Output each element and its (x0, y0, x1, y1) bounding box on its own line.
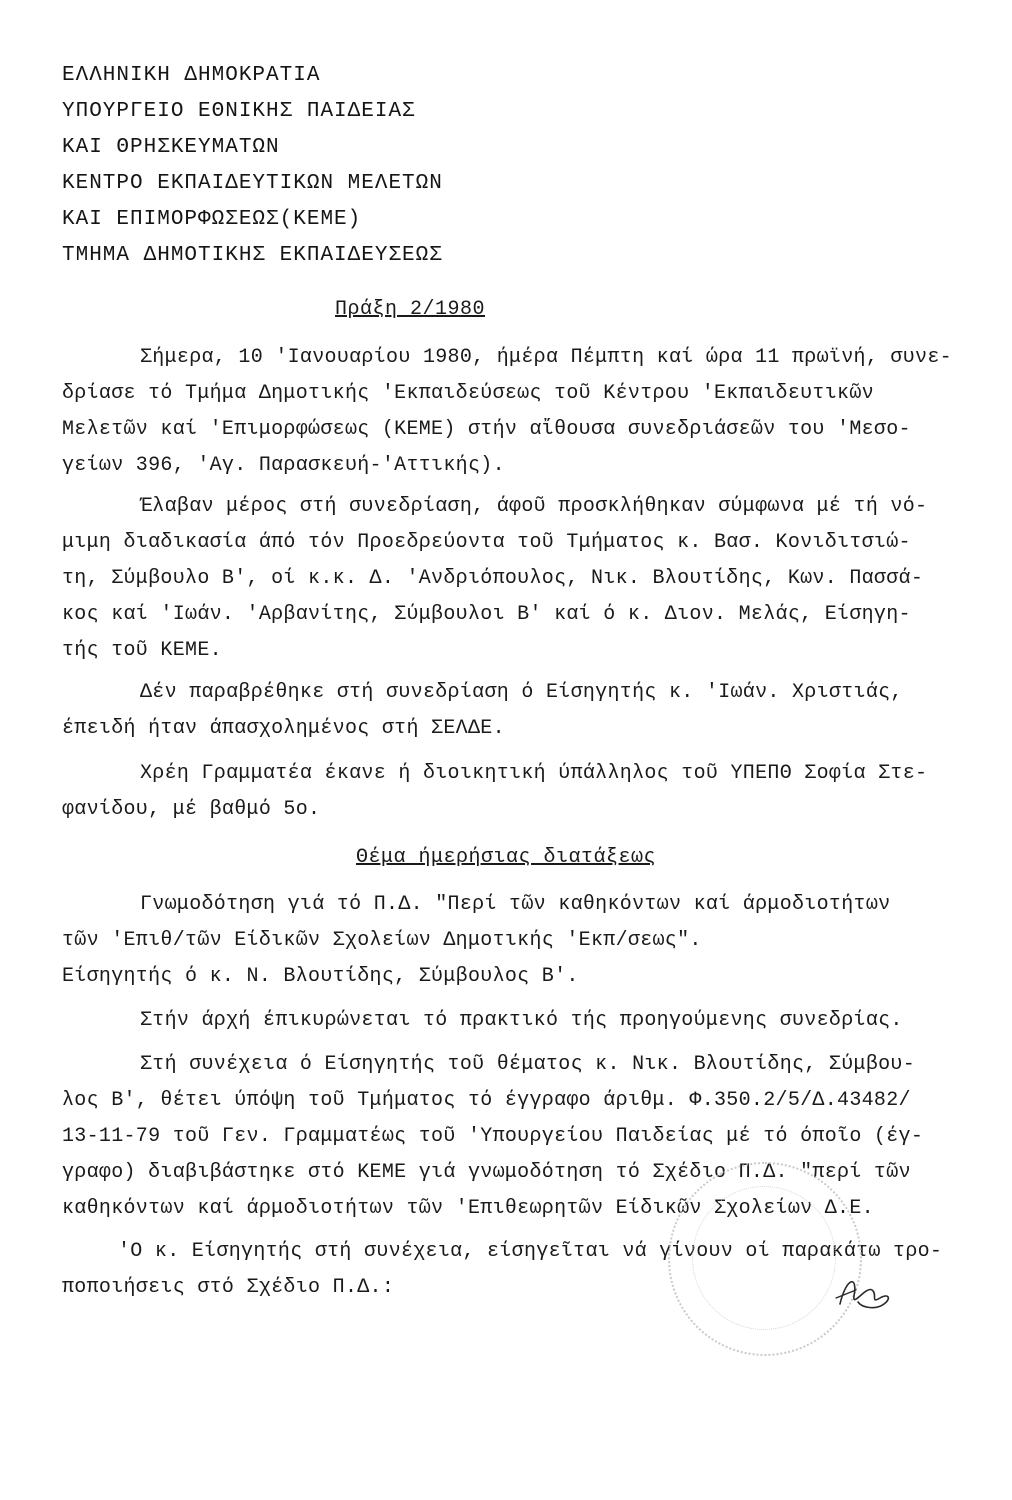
letterhead-line: ΕΛΛΗΝΙΚΗ ΔΗΜΟΚΡΑΤΙΑ (62, 64, 321, 87)
subject-line: Γνωμοδότηση γιά τό Π.Δ. "Περί τῶν καθηκόντων καί άρμοδιοτήτων (140, 893, 891, 916)
intro-line: Μελετῶν καί 'Επιμορφώσεως (ΚΕΜΕ) στήν αἴθουσα συνεδριάσεῶν του 'Μεσο- (62, 418, 911, 441)
letterhead-line: ΥΠΟΥΡΓΕΙΟ ΕΘΝΙΚΗΣ ΠΑΙΔΕΙΑΣ (62, 100, 416, 123)
absence-line: έπειδή ήταν άπασχολημένος στή ΣΕΛΔΕ. (62, 717, 505, 740)
intro-line: δρίασε τό Τμήμα Δημοτικής 'Εκπαιδεύσεως τοῦ Κέντρου 'Εκπαιδευτικῶν (62, 382, 874, 405)
absence-line: Δέν παραβρέθηκε στή συνεδρίαση ό Είσηγητής κ. 'Ιωάν. Χριστιάς, (140, 681, 903, 704)
continuation-line: καθηκόντων καί άρμοδιοτήτων τῶν 'Επιθεωρητῶν Είδικῶν Σχολείων Δ.Ε. (62, 1197, 874, 1220)
letterhead-line: ΚΑΙ ΕΠΙΜΟΡΦΩΣΕΩΣ(ΚΕΜΕ) (62, 208, 362, 231)
proposal-line: ποποιήσεις στό Σχέδιο Π.Δ.: (62, 1276, 395, 1299)
continuation-line: γραφο) διαβιβάστηκε στό ΚΕΜΕ γιά γνωμοδότηση τό Σχέδιο Π.Δ. "περί τῶν (62, 1161, 911, 1184)
ratification-line: Στήν άρχή έπικυρώνεται τό πρακτικό τής προηγούμενης συνεδρίας. (140, 1009, 903, 1032)
proposal-line: 'Ο κ. Είσηγητής στή συνέχεια, είσηγεῖται νά γίνουν οί παρακάτω τρο- (118, 1240, 943, 1263)
stamp-inner-ring (692, 1186, 836, 1330)
participants-line: μιμη διαδικασία άπό τόν Προεδρεύοντα τοῦ Τμήματος κ. Βασ. Κονιδιτσιώ- (62, 531, 911, 554)
participants-line: τη, Σύμβουλο Β', οί κ.κ. Δ. 'Ανδριόπουλος, Νικ. Βλουτίδης, Κων. Πασσά- (62, 567, 924, 590)
letterhead-line: ΚΑΙ ΘΡΗΣΚΕΥΜΑΤΩΝ (62, 136, 280, 159)
letterhead-line: ΤΜΗΜΑ ΔΗΜΟΤΙΚΗΣ ΕΚΠΑΙΔΕΥΣΕΩΣ (62, 244, 443, 267)
participants-line: Έλαβαν μέρος στή συνεδρίαση, άφοῦ προσκλήθηκαν σύμφωνα μέ τή νό- (140, 495, 928, 518)
letterhead (62, 58, 443, 274)
subject-line: τῶν 'Επιθ/τῶν Είδικῶν Σχολείων Δημοτικής 'Εκπ/σεως". (62, 929, 702, 952)
official-stamp-mark (668, 1162, 862, 1356)
continuation-line: 13-11-79 τοῦ Γεν. Γραμματέως τοῦ 'Υπουργείου Παιδείας μέ τό όποῖο (έγ- (62, 1125, 924, 1148)
intro-line: Σήμερα, 10 'Ιανουαρίου 1980, ήμέρα Πέμπτη καί ώρα 11 πρωϊνή, συνε- (140, 346, 952, 369)
signature-mark (832, 1268, 902, 1318)
intro-line: γείων 396, 'Αγ. Παρασκευή-'Αττικής). (62, 454, 505, 477)
secretary-line: Χρέη Γραμματέα έκανε ή διοικητική ύπάλληλος τοῦ ΥΠΕΠΘ Σοφία Στε- (140, 762, 928, 785)
agenda-title: Θέμα ήμερήσιας διατάξεως (355, 846, 657, 869)
continuation-line: Στή συνέχεια ό Είσηγητής τοῦ θέματος κ. Νικ. Βλουτίδης, Σύμβου- (140, 1053, 916, 1076)
subject-line: Είσηγητής ό κ. Ν. Βλουτίδης, Σύμβουλος Β'. (62, 965, 579, 988)
continuation-line: λος Β', θέτει ύπόψη τοῦ Τμήματος τό έγγραφο άριθμ. Φ.350.2/5/Δ.43482/ (62, 1089, 911, 1112)
letterhead-line: ΚΕΝΤΡΟ ΕΚΠΑΙΔΕΥΤΙΚΩΝ ΜΕΛΕΤΩΝ (62, 172, 443, 195)
act-title: Πράξη 2/1980 (334, 298, 486, 321)
secretary-line: φανίδου, μέ βαθμό 5ο. (62, 798, 321, 821)
participants-line: κος καί 'Ιωάν. 'Αρβανίτης, Σύμβουλοι Β' καί ό κ. Διον. Μελάς, Είσηγη- (62, 603, 911, 626)
participants-line: τής τοῦ ΚΕΜΕ. (62, 639, 222, 662)
